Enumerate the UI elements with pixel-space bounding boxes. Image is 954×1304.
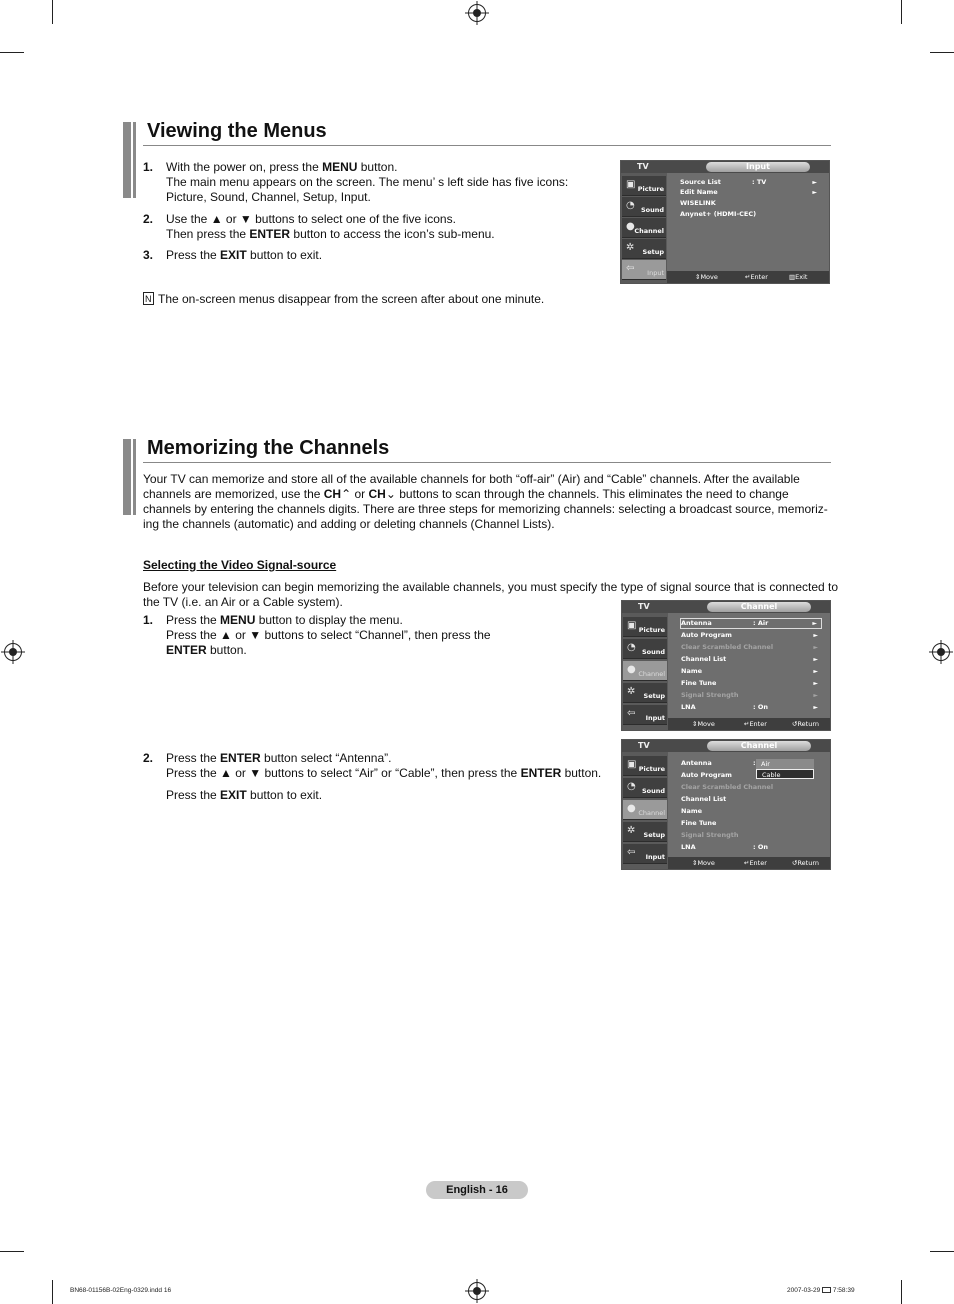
menu-row: Signal Strength <box>681 831 739 839</box>
menu-title: Input <box>706 162 810 172</box>
osd-footer: ⇕ Move ↵ Enter ↺ Return <box>668 718 830 730</box>
sound-icon: ◔ Sound <box>623 639 667 659</box>
menu-row: Clear Scrambled Channel ► <box>681 643 818 651</box>
menu-row: Anynet+ (HDMI-CEC) <box>680 210 757 218</box>
date-slug: 2007-03-29 7:58:39 <box>787 1287 855 1294</box>
crop-mark <box>930 52 954 53</box>
menu-title: Channel <box>707 602 811 612</box>
menu-row: Source List : TV ► <box>680 178 817 186</box>
menu-row: Clear Scrambled Channel <box>681 783 774 791</box>
sound-icon: ◔ Sound <box>623 778 667 798</box>
crop-mark <box>52 0 53 24</box>
menu-row: WISELINK <box>680 199 716 207</box>
subheading: Selecting the Video Signal-source <box>143 558 337 572</box>
note-icon <box>143 292 154 305</box>
osd-input-menu: TV Input ▣ Picture ◔ Sound ● Channel ✲ Setup ⇦ Input Source List : TV ► Edit Name ► WISELINK Anynet+ (HDMI-CEC) ⇕ Move ↵ Enter ▥ Exit <box>620 160 830 284</box>
dropdown-option-air: Air <box>756 759 814 769</box>
menu-row: Fine Tune ► <box>681 679 818 687</box>
menu-row: Name <box>681 807 703 815</box>
setup-icon: ✲ Setup <box>623 683 667 703</box>
channel-down-icon: ⌄ <box>385 487 396 501</box>
intro-paragraph: Your TV can memorize and store all of the available channels for both “off-air” (Air) and “Cable” channels. After the available channels are memorized, use the CH⌃ or CH⌄ buttons to scan through the channels. This eliminates the need to change channels by entering the channels digits. There are three steps for memorizing channels: selecting a broadcast source, memoriz- ing the channels (automatic) and adding or deleting channels (Channel Lists). <box>143 472 828 531</box>
picture-icon: ▣ Picture <box>623 756 667 776</box>
crop-mark <box>0 52 24 53</box>
heading-rule <box>143 145 831 146</box>
menu-row: Fine Tune <box>681 819 717 827</box>
dropdown-option-cable: Cable <box>756 769 814 779</box>
menu-row: Name ► <box>681 667 818 675</box>
registration-mark-icon <box>468 4 486 22</box>
osd-antenna-dropdown: TV Channel ▣ Picture ◔ Sound ● Channel ✲ Setup ⇦ Input Antenna : Auto Program Clear Scrambled Channel Channel List Name Fine Tune Signal Strength LNA : On Air Cable ⇕ Move ↵ Enter ↺ Return <box>621 739 831 870</box>
channel-icon: ● Channel <box>622 218 666 238</box>
channel-icon: ● Channel <box>623 661 667 681</box>
section-title-viewing-menus: Viewing the Menus <box>147 120 327 142</box>
registration-mark-icon <box>468 1282 486 1300</box>
registration-mark-icon <box>4 643 22 661</box>
sound-icon: ◔ Sound <box>622 197 666 217</box>
antenna-dropdown <box>756 759 814 779</box>
registration-mark-icon <box>932 643 950 661</box>
section-title-memorizing-channels: Memorizing the Channels <box>147 437 390 459</box>
crop-mark <box>901 0 902 24</box>
osd-channel-menu: TV Channel ▣ Picture ◔ Sound ● Channel ✲ Setup ⇦ Input Antenna : Air ► Auto Program ► Clear Scrambled Channel ► Channel List ► Name ► Fine Tune ► Signal Strength ► LNA : On ► ⇕ Move ↵ Enter ↺ Return <box>621 600 831 731</box>
menu-row: LNA : On <box>681 843 769 851</box>
setup-icon: ✲ Setup <box>623 822 667 842</box>
channel-icon: ● Channel <box>623 800 667 820</box>
setup-icon: ✲ Setup <box>622 239 666 259</box>
menu-row: Auto Program ► <box>681 631 818 639</box>
osd-footer: ⇕ Move ↵ Enter ↺ Return <box>668 857 830 869</box>
menu-row: Channel List <box>681 795 727 803</box>
crop-mark <box>52 1280 53 1304</box>
note: NThe on-screen menus disappear from the screen after about one minute. <box>143 292 544 307</box>
input-icon: ⇦ Input <box>622 260 666 280</box>
menu-row: Edit Name ► <box>680 188 817 196</box>
menu-row: Signal Strength ► <box>681 691 818 699</box>
page-number: English - 16 <box>426 1181 528 1199</box>
menu-row: Channel List ► <box>681 655 818 663</box>
crop-mark <box>0 1251 24 1252</box>
channel-up-icon: ⌃ <box>341 487 352 501</box>
menu-row: Antenna : <box>681 759 756 767</box>
before-paragraph: Before your television can begin memorizing the available channels, you must specify the type of signal source that is connected to the TV (i.e. an Air or a Cable system). <box>143 580 839 609</box>
file-slug: BN68-01156B-02Eng-0329.indd 16 <box>70 1287 172 1294</box>
picture-icon: ▣ Picture <box>623 617 667 637</box>
crop-mark <box>930 1251 954 1252</box>
menu-row-selected: Antenna : Air ► <box>680 618 822 629</box>
section-bar <box>123 122 137 198</box>
osd-footer: ⇕ Move ↵ Enter ▥ Exit <box>667 271 829 283</box>
menu-row: LNA : On ► <box>681 703 818 711</box>
picture-icon: ▣ Picture <box>622 176 666 196</box>
crop-mark <box>901 1280 902 1304</box>
menu-row: Auto Program <box>681 771 732 779</box>
section-bar <box>123 439 137 515</box>
input-icon: ⇦ Input <box>623 705 667 725</box>
menu-title: Channel <box>707 741 811 751</box>
heading-rule <box>143 462 831 463</box>
input-icon: ⇦ Input <box>623 844 667 864</box>
